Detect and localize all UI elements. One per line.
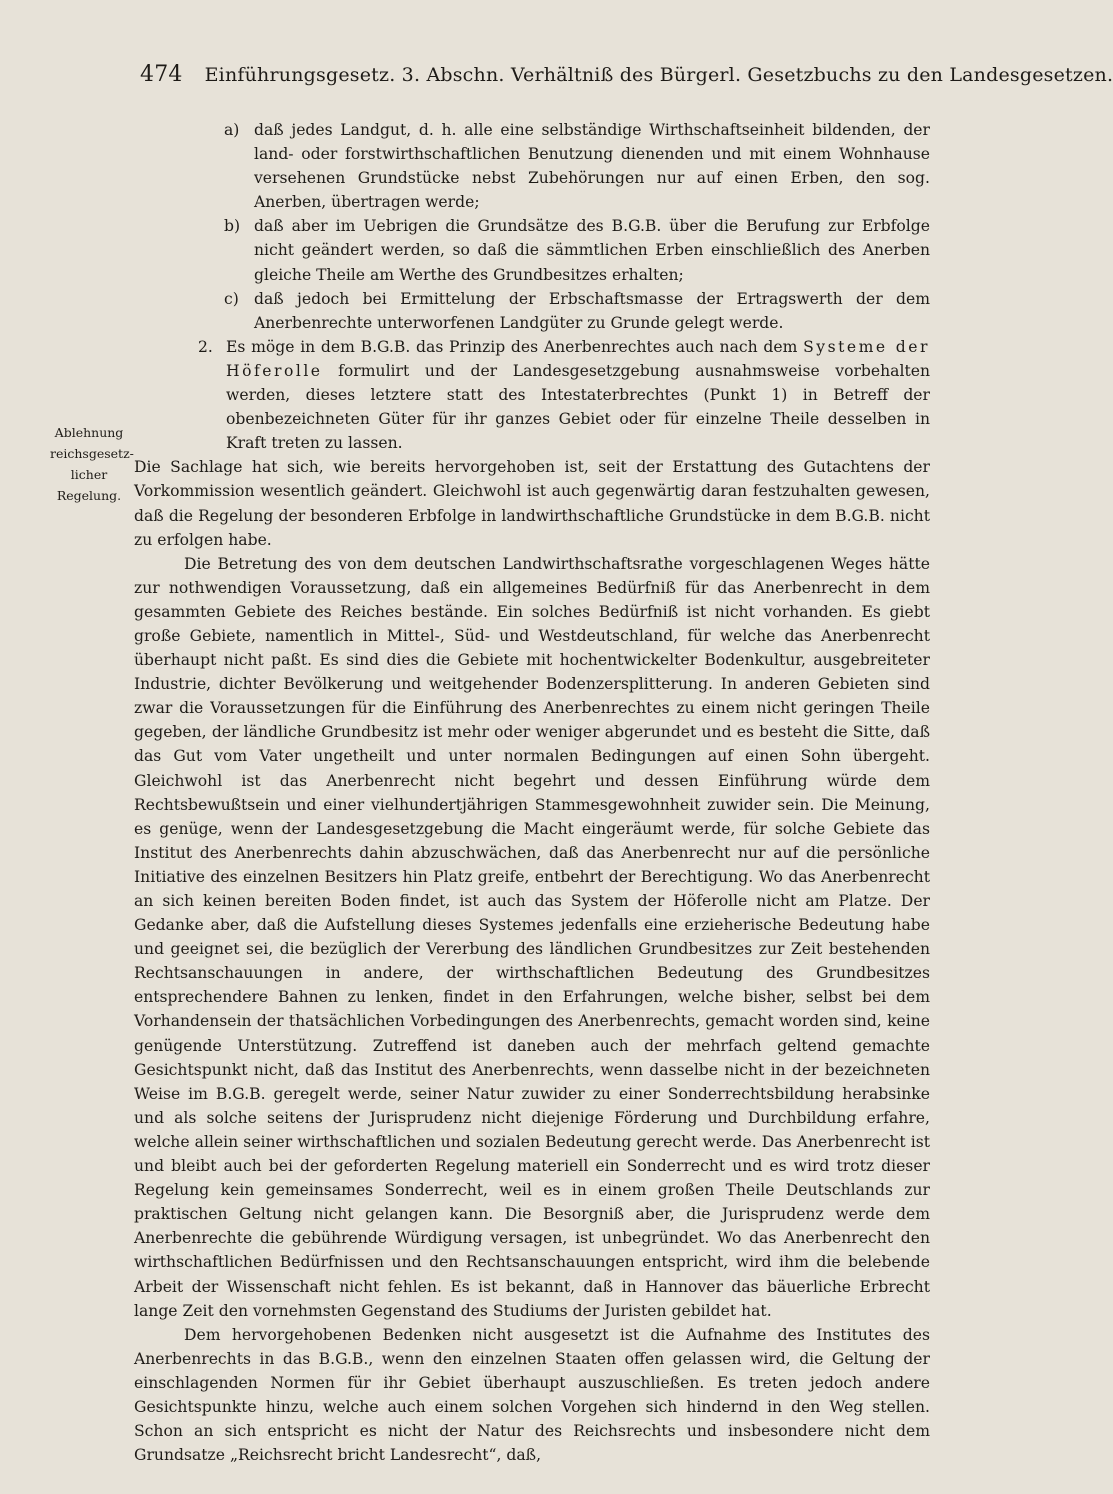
point-text-after: formulirt und der Landesgesetzgebung ausnahmsweise vorbehalten werden, dieses letztere statt des Intestaterbrechtes (Punkt 1) in Betreff der obenbezeichneten Güter für ihr ganzes Gebiet oder für einzelne Theile desselben in Kraft treten zu lassen. [226, 361, 930, 453]
item-label: a) [224, 121, 240, 139]
item-text: daß jedes Landgut, d. h. alle eine selbständige Wirthschaftseinheit bildenden, der land- oder forstwirthschaftlichen Benutzung dienenden und mit einem Wohnhause versehenen Grundstücke nebst Zubehörungen nur auf einen Erben, den sog. Anerben, übertragen werde; [254, 121, 930, 212]
margin-note-line: Ablehnung [54, 425, 124, 440]
list-item-b [134, 214, 930, 286]
margin-note-line: reichsgesetz- [50, 446, 134, 461]
paragraph: Die Sachlage hat sich, wie bereits hervorgehoben ist, seit der Erstattung des Gutachtens der Vorkommission wesentlich geändert. Gleichwohl ist auch gegenwärtig daran festzuhalten gewesen, daß die Regelung der besonderen Erbfolge in landwirthschaftliche Grundstücke in dem B.G.B. nicht zu erfolgen habe. [134, 458, 930, 549]
item-text: daß jedoch bei Ermittelung der Erbschaftsmasse der Ertragswerth der dem Anerbenrechte unterworfenen Landgüter zu Grunde gelegt werde. [254, 289, 930, 332]
paragraph: Dem hervorgehobenen Bedenken nicht ausgesetzt ist die Aufnahme des Institutes des Anerbenrechts in das B.G.B., wenn den einzelnen Staaten offen gelassen wird, die Geltung der einschlagenden Normen für ihr Gebiet überhaupt auszuschließen. Es treten jedoch andere Gesichtspunkte hinzu, welche auch einem solchen Vorgehen sich hindernd in den Weg stellen. Schon an sich entspricht es nicht der Natur des Reichsrechts und insbesondere nicht dem Grundsatze „Reichsrecht bricht Landesrecht“, daß, [134, 1325, 930, 1465]
point-label: 2. [198, 337, 213, 356]
numbered-point-2 [134, 335, 930, 455]
margin-note-line: Regelung. [56, 488, 122, 503]
item-label: b) [224, 217, 241, 236]
margin-note [50, 422, 134, 506]
running-header [140, 62, 1113, 87]
point-text-spaced: Systeme der Höferolle [226, 337, 930, 380]
list-item-c [134, 287, 930, 335]
running-title: Einführungsgesetz. 3. Abschn. Verhältniß des Bürgerl. Gesetzbuchs zu den Landesgesetzen. [204, 64, 1113, 86]
list-item-a [134, 118, 930, 214]
margin-note-line: licher [70, 467, 108, 482]
page-number: 474 [140, 62, 183, 87]
body-text [134, 118, 930, 1467]
point-text-before: Es möge in dem B.G.B. das Prinzip des Anerbenrechtes auch nach dem [226, 337, 798, 356]
paragraph: Die Betretung des von dem deutschen Landwirthschaftsrathe vorgeschlagenen Weges hätte zur nothwendigen Voraussetzung, daß ein allgemeines Bedürfniß für das Anerbenrecht in dem gesammten Gebiete des Reiches bestände. Ein solches Bedürfniß ist nicht vorhanden. Es giebt große Gebiete, namentlich in Mittel-, Süd- und Westdeutschland, für welche das Anerbenrecht überhaupt nicht paßt. Es sind dies die Gebiete mit hochentwickelter Bodenkultur, ausgebreiteter Industrie, dichter Bevölkerung und weitgehender Bodenzersplitterung. In anderen Gebieten sind zwar die Voraussetzungen für die Einführung des Anerbenrechtes zu einem nicht geringen Theile gegeben, der ländliche Grundbesitz ist mehr oder weniger abgerundet und es besteht die Sitte, daß das Gut vom Vater ungetheilt und unter normalen Bedingungen auf einen Sohn übergeht. Gleichwohl ist das Anerbenrecht nicht begehrt und dessen Einführung würde dem Rechtsbewußtsein und einer vielhundertjährigen Stammesgewohnheit zuwider sein. Die Meinung, es genüge, wenn der Landesgesetzgebung die Macht eingeräumt werde, für solche Gebiete das Institut des Anerbenrechts dahin abzuschwächen, daß das Anerbenrecht nur auf die persönliche Initiative des einzelnen Besitzers hin Platz greife, entbehrt der Berechtigung. Wo das Anerbenrecht an sich keinen bereiten Boden findet, ist auch das System der Höferolle nicht am Platze. Der Gedanke aber, daß die Aufstellung dieses Systemes jedenfalls eine erzieherische Bedeutung habe und geeignet sei, die bezüglich der Vererbung des ländlichen Grundbesitzes zur Zeit bestehenden Rechtsanschauungen in andere, der wirthschaftlichen Bedeutung des Grundbesitzes entsprechendere Bahnen zu lenken, findet in den Erfahrungen, welche bisher, selbst bei dem Vorhandensein der thatsächlichen Vorbedingungen des Anerbenrechts, gemacht worden sind, keine genügende Unterstützung. Zutreffend ist daneben auch der mehrfach geltend gemachte Gesichtspunkt nicht, daß das Institut des Anerbenrechts, wenn dasselbe nicht in der bezeichneten Weise im B.G.B. geregelt werde, seiner Natur zuwider zu einer Sonderrechtsbildung herabsinke und als solche seitens der Jurisprudenz nicht diejenige Förderung und Durchbildung erfahre, welche allein seiner wirthschaftlichen und sozialen Bedeutung gerecht werde. Das Anerbenrecht ist und bleibt auch bei der geforderten Regelung materiell ein Sonderrecht und es wird trotz dieser Regelung kein gemeinsames Sonderrecht, weil es in einem großen Theile Deutschlands zur praktischen Geltung nicht gelangen kann. Die Besorgniß aber, die Jurisprudenz werde dem Anerbenrechte die gebührende Würdigung versagen, ist unbegründet. Wo das Anerbenrecht den wirthschaftlichen Bedürfnissen und den Rechtsanschauungen entspricht, wird ihm die belebende Arbeit der Wissenschaft nicht fehlen. Es ist bekannt, daß in Hannover das bäuerliche Erbrecht lange Zeit den vornehmsten Gegenstand des Studiums der Juristen gebildet hat. [134, 554, 930, 1320]
item-text: daß aber im Uebrigen die Grundsätze des B.G.B. über die Berufung zur Erbfolge nicht geändert werden, so daß die sämmtlichen Erben einschließlich des Anerben gleiche Theile am Werthe des Grundbesitzes erhalten; [254, 217, 930, 284]
item-label: c) [224, 289, 239, 308]
